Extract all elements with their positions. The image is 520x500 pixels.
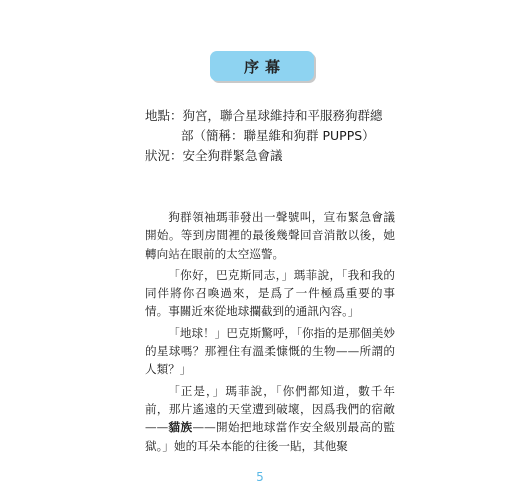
- paragraph-4-end: ——開始把地球當作安全級別最高的監獄。」她的耳朵本能的往後一貼，其他聚: [145, 420, 395, 453]
- location-continuation: [145, 126, 383, 146]
- situation-value: 安全狗群緊急會議: [182, 148, 283, 163]
- location-line: [145, 106, 383, 126]
- location-label: 地點：: [145, 108, 183, 123]
- scene-metadata: [145, 106, 383, 166]
- chapter-title-badge: [210, 51, 314, 81]
- paragraph-4: [145, 382, 395, 455]
- paragraph-4-start: 「正是，」瑪菲說，「你們都知道，數千年前，那片遙遠的天堂遭到破壞，因爲我們的宿敵——: [145, 383, 395, 435]
- location-value-line2: 部（簡稱：聯星維和狗群 PUPPS）: [181, 128, 375, 143]
- paragraph-1: 狗群領袖瑪菲發出一聲號叫，宣布緊急會議開始。等到房間裡的最後幾聲回音消散以後，她轉向站在眼前的太空巡警。: [145, 210, 395, 261]
- situation-label: 狀況：: [145, 148, 183, 163]
- story-body: [145, 208, 395, 458]
- chapter-title: 序幕: [243, 57, 286, 76]
- paragraph-2: 「你好，巴克斯同志，」瑪菲說，「我和我的同伴將你召喚過來，是爲了一件極爲重要的事情。事關近來從地球攔截到的通訊內容。」: [145, 267, 395, 319]
- location-value-line1: 狗宮，聯合星球維持和平服務狗群總: [182, 108, 383, 123]
- page-number: 5: [256, 470, 264, 484]
- paragraph-3: 「地球！」巴克斯驚呼，「你指的是那個美妙的星球嗎？那裡住有溫柔慷慨的生物——所謂的人類？」: [145, 325, 395, 377]
- situation-line: [145, 146, 383, 166]
- emphasized-term: 貓族: [168, 420, 193, 435]
